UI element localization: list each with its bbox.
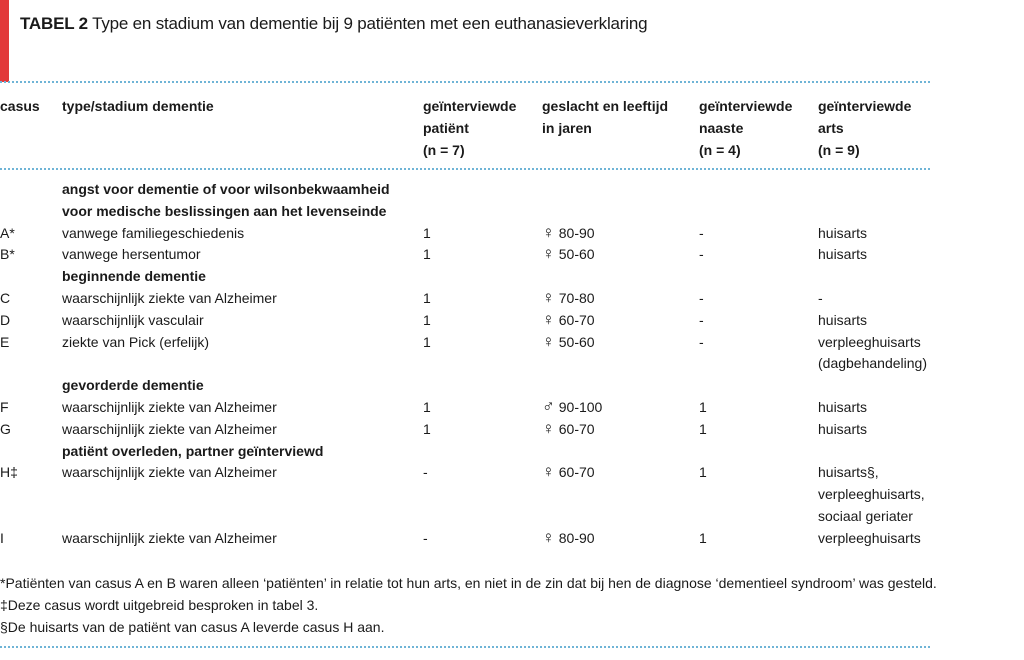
cell-patient: 1 [423, 289, 431, 306]
cell-naaste: - [699, 333, 704, 350]
cell-patient: - [423, 464, 428, 481]
cell-arts-line: sociaal geriater [818, 507, 913, 524]
female-icon: ♀ [542, 244, 555, 264]
cell-geslacht [542, 288, 595, 310]
table-row [0, 528, 1024, 550]
cell-type: waarschijnlijk ziekte van Alzheimer [62, 464, 277, 481]
cell-patient: - [423, 529, 428, 546]
cell-naaste: - [699, 311, 704, 328]
cell-type: ziekte van Pick (erfelijk) [62, 333, 210, 350]
table-body [0, 179, 1024, 550]
cell-casus: B* [0, 246, 15, 263]
female-icon: ♀ [542, 331, 555, 351]
table-row [0, 223, 1024, 245]
cell-arts-line: - [818, 289, 823, 306]
header-casus: casus [0, 98, 40, 114]
cell-age: 60-70 [558, 464, 595, 481]
cell-arts [818, 310, 867, 332]
cell-arts-line: huisarts [818, 311, 868, 328]
header-top-rule [0, 81, 930, 83]
table-title [20, 14, 647, 34]
section-heading: beginnende dementie [62, 268, 206, 285]
cell-arts-line: verpleeghuisarts [818, 333, 921, 350]
cell-geslacht [542, 397, 602, 419]
header-type: type/stadium dementie [62, 98, 214, 114]
cell-arts-line: huisarts [818, 420, 868, 437]
table-row [0, 419, 1024, 441]
footnote: *Patiënten van casus A en B waren alleen ‘patiënten’ in relatie tot hun arts, en niet in de zin dat bij hen de diagnose ‘dementieel syndroom’ was gesteld. [0, 575, 937, 591]
table-row [0, 462, 1024, 527]
footnote: ‡Deze casus wordt uitgebreid besproken in tabel 3. [0, 597, 319, 613]
cell-geslacht [542, 528, 595, 550]
cell-arts-line: huisarts [818, 398, 868, 415]
cell-arts-line: huisarts [818, 246, 868, 263]
header-geslacht: geslacht en leeftijd in jaren [542, 98, 669, 136]
cell-casus: E [0, 333, 10, 350]
table-title-label: TABEL 2 [20, 14, 88, 33]
cell-type: vanwege familiegeschiedenis [62, 224, 245, 241]
cell-age: 90-100 [558, 398, 603, 415]
cell-arts [818, 528, 921, 550]
table-bottom-rule [0, 646, 930, 648]
cell-arts [818, 223, 867, 245]
cell-naaste: 1 [699, 464, 707, 481]
footnote: §De huisarts van de patiënt van casus A leverde casus H aan. [0, 619, 385, 635]
cell-geslacht [542, 223, 595, 245]
header-naaste: geïnterviewde naaste (n = 4) [699, 98, 793, 158]
cell-arts [818, 397, 867, 419]
female-icon: ♀ [542, 462, 555, 482]
cell-geslacht [542, 419, 595, 441]
cell-casus: G [0, 420, 11, 437]
section-heading: voor medische beslissingen aan het levenseinde [62, 202, 387, 219]
cell-arts [818, 419, 867, 441]
section-heading: angst voor dementie of voor wilsonbekwaamheid [62, 181, 390, 197]
cell-geslacht [542, 462, 595, 484]
table-row [0, 332, 1024, 376]
cell-arts [818, 244, 867, 266]
female-icon: ♀ [542, 309, 555, 329]
section-heading: patiënt overleden, partner geïnterviewd [62, 442, 324, 459]
male-icon: ♂ [542, 396, 555, 416]
section-heading-row [0, 441, 1024, 463]
cell-type: waarschijnlijk ziekte van Alzheimer [62, 398, 277, 415]
cell-naaste: - [699, 224, 704, 241]
section-heading-row [0, 179, 1024, 201]
cell-arts-line: (dagbehandeling) [818, 355, 927, 372]
cell-casus: A* [0, 224, 15, 241]
cell-casus: H‡ [0, 464, 18, 481]
cell-type: waarschijnlijk ziekte van Alzheimer [62, 420, 277, 437]
cell-arts [818, 332, 927, 376]
cell-casus: C [0, 289, 11, 306]
cell-casus: I [0, 529, 4, 546]
cell-geslacht [542, 244, 595, 266]
cell-naaste: - [699, 246, 704, 263]
cell-type: waarschijnlijk ziekte van Alzheimer [62, 289, 277, 306]
cell-age: 80-90 [558, 529, 595, 546]
cell-casus: F [0, 398, 9, 415]
cell-patient: 1 [423, 398, 431, 415]
cell-arts-line: huisarts [818, 224, 868, 241]
cell-naaste: 1 [699, 420, 707, 437]
table-row [0, 310, 1024, 332]
female-icon: ♀ [542, 222, 555, 242]
cell-age: 50-60 [558, 246, 595, 263]
header-bottom-rule [0, 168, 930, 170]
cell-geslacht [542, 332, 595, 354]
footnotes [0, 572, 937, 638]
cell-arts-line: verpleeghuisarts [818, 529, 921, 546]
header-arts: geïnterviewde arts (n = 9) [818, 98, 912, 158]
red-accent-bar [0, 0, 9, 82]
table-row [0, 244, 1024, 266]
cell-arts [818, 462, 925, 527]
cell-patient: 1 [423, 420, 431, 437]
table-title-text: Type en stadium van dementie bij 9 patiënten met een euthanasieverklaring [92, 14, 648, 33]
cell-type: vanwege hersentumor [62, 246, 201, 263]
female-icon: ♀ [542, 287, 555, 307]
cell-patient: 1 [423, 311, 431, 328]
cell-arts [818, 288, 823, 310]
cell-age: 60-70 [558, 311, 595, 328]
cell-age: 50-60 [558, 333, 595, 350]
cell-type: waarschijnlijk vasculair [62, 311, 204, 328]
cell-patient: 1 [423, 246, 431, 263]
cell-naaste: - [699, 289, 704, 306]
cell-age: 60-70 [558, 420, 595, 437]
section-heading-row [0, 266, 1024, 288]
cell-naaste: 1 [699, 529, 707, 546]
section-heading-row [0, 375, 1024, 397]
section-heading: gevorderde dementie [62, 377, 204, 394]
cell-geslacht [542, 310, 595, 332]
cell-patient: 1 [423, 333, 431, 350]
section-heading-row [0, 201, 1024, 223]
cell-naaste: 1 [699, 398, 707, 415]
table-row [0, 397, 1024, 419]
cell-type: waarschijnlijk ziekte van Alzheimer [62, 529, 277, 546]
cell-arts-line: verpleeghuisarts, [818, 486, 925, 503]
female-icon: ♀ [542, 418, 555, 438]
cell-casus: D [0, 311, 11, 328]
female-icon: ♀ [542, 527, 555, 547]
cell-age: 70-80 [558, 289, 595, 306]
header-patient: geïnterviewde patiënt (n = 7) [423, 98, 517, 158]
cell-arts-line: huisarts§, [818, 464, 879, 481]
cell-age: 80-90 [558, 224, 595, 241]
table-row [0, 288, 1024, 310]
cell-patient: 1 [423, 224, 431, 241]
